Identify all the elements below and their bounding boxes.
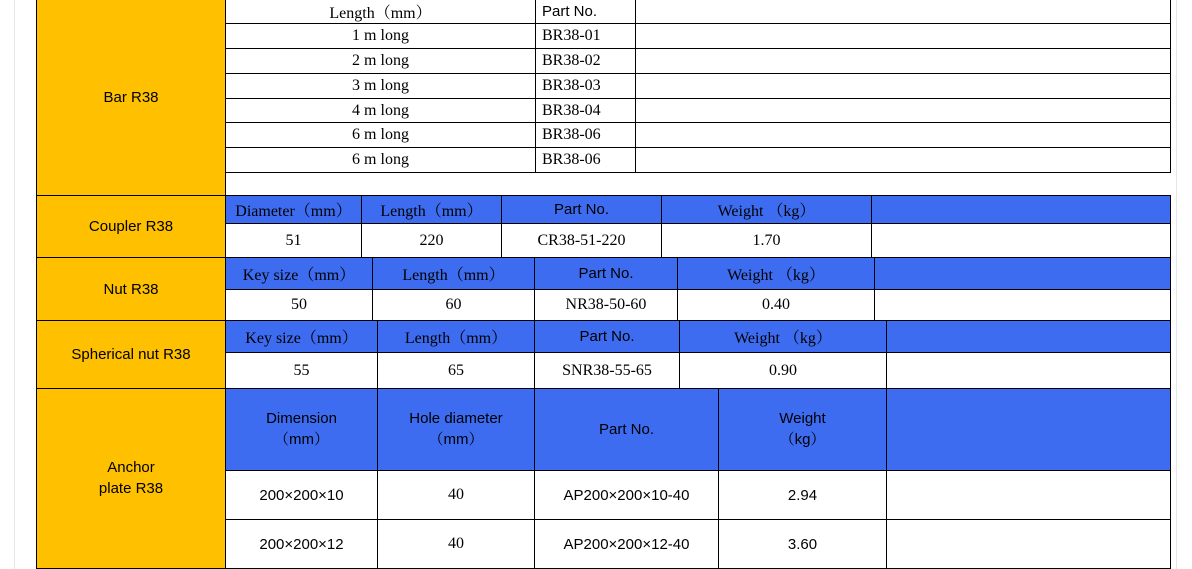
bar-empty-1 <box>635 23 1171 49</box>
category-anchor-plate <box>36 388 226 569</box>
nut-weight: 0.40 <box>677 289 875 321</box>
category-nut: Nut R38 <box>36 257 226 321</box>
spherical-nut-length: 65 <box>377 352 535 389</box>
coupler-header-empty <box>871 195 1171 224</box>
bar-length-5: 6 m long <box>225 122 536 148</box>
anchor-plate-header-weight-line2: （kg） <box>779 430 826 448</box>
coupler-part-no: CR38-51-220 <box>501 223 662 258</box>
spherical-nut-empty <box>886 352 1171 389</box>
anchor-plate-label-line2: plate R38 <box>98 479 164 497</box>
anchor-plate-header-weight <box>718 388 887 471</box>
anchor-plate-hole-1: 40 <box>377 470 535 520</box>
anchor-plate-part-no-2: AP200×200×12-40 <box>534 519 719 569</box>
coupler-diameter: 51 <box>225 223 362 258</box>
spherical-nut-header-part-no: Part No. <box>534 320 680 353</box>
spherical-nut-key-size: 55 <box>225 352 378 389</box>
anchor-plate-header-hole-line2: （mm） <box>428 430 484 448</box>
category-spherical-nut: Spherical nut R38 <box>36 320 226 389</box>
coupler-header-part-no: Part No. <box>501 195 662 224</box>
anchor-plate-header-hole-line1: Hole diameter <box>409 410 503 428</box>
anchor-plate-hole-2: 40 <box>377 519 535 569</box>
coupler-empty <box>871 223 1171 258</box>
category-bar: Bar R38 <box>36 0 226 196</box>
coupler-header-diameter: Diameter（mm） <box>225 195 362 224</box>
anchor-plate-label-line1: Anchor <box>107 459 155 477</box>
anchor-plate-dimension-2: 200×200×12 <box>225 519 378 569</box>
anchor-plate-header-dimension <box>225 388 378 471</box>
anchor-plate-weight-1: 2.94 <box>718 470 887 520</box>
bar-empty-4 <box>635 98 1171 123</box>
spherical-nut-header-key-size: Key size（mm） <box>225 320 378 353</box>
coupler-header-length: Length（mm） <box>361 195 502 224</box>
spherical-nut-header-empty <box>886 320 1171 353</box>
nut-header-weight: Weight （kg） <box>677 257 875 290</box>
bar-empty-6 <box>635 147 1171 173</box>
nut-header-empty <box>874 257 1171 290</box>
page-edge-right <box>1176 0 1177 569</box>
anchor-plate-header-dimension-line1: Dimension <box>266 410 337 428</box>
bar-length-6: 6 m long <box>225 147 536 173</box>
anchor-plate-header-weight-line1: Weight <box>779 410 826 428</box>
bar-part-1: BR38-01 <box>535 23 636 49</box>
bar-part-4: BR38-04 <box>535 98 636 123</box>
spec-table <box>36 0 1171 569</box>
bar-empty-5 <box>635 122 1171 148</box>
anchor-plate-weight-2: 3.60 <box>718 519 887 569</box>
anchor-plate-empty-2 <box>886 519 1171 569</box>
nut-key-size: 50 <box>225 289 373 321</box>
nut-part-no: NR38-50-60 <box>534 289 678 321</box>
bar-empty-2 <box>635 48 1171 74</box>
bar-part-2: BR38-02 <box>535 48 636 74</box>
anchor-plate-header-part-no: Part No. <box>534 388 719 471</box>
bar-header-length: Length（mm） <box>225 0 536 24</box>
coupler-weight: 1.70 <box>661 223 872 258</box>
bar-part-5: BR38-06 <box>535 122 636 148</box>
nut-header-length: Length（mm） <box>372 257 535 290</box>
category-coupler: Coupler R38 <box>36 195 226 258</box>
bar-length-1: 1 m long <box>225 23 536 49</box>
nut-length: 60 <box>372 289 535 321</box>
spherical-nut-header-length: Length（mm） <box>377 320 535 353</box>
bar-length-3: 3 m long <box>225 73 536 99</box>
anchor-plate-header-hole-diameter <box>377 388 535 471</box>
coupler-header-weight: Weight （kg） <box>661 195 872 224</box>
bar-part-3: BR38-03 <box>535 73 636 99</box>
anchor-plate-header-empty <box>886 388 1171 471</box>
bar-length-2: 2 m long <box>225 48 536 74</box>
bar-part-6: BR38-06 <box>535 147 636 173</box>
coupler-length: 220 <box>361 223 502 258</box>
bar-header-empty <box>635 0 1171 24</box>
anchor-plate-part-no-1: AP200×200×10-40 <box>534 470 719 520</box>
spherical-nut-part-no: SNR38-55-65 <box>534 352 680 389</box>
bar-length-4: 4 m long <box>225 98 536 123</box>
spherical-nut-header-weight: Weight （kg） <box>679 320 887 353</box>
anchor-plate-dimension-1: 200×200×10 <box>225 470 378 520</box>
bar-header-part-no: Part No. <box>535 0 636 24</box>
nut-header-part-no: Part No. <box>534 257 678 290</box>
page-edge-left <box>14 0 15 569</box>
nut-header-key-size: Key size（mm） <box>225 257 373 290</box>
spherical-nut-weight: 0.90 <box>679 352 887 389</box>
anchor-plate-header-dimension-line2: （mm） <box>274 430 329 448</box>
anchor-plate-empty-1 <box>886 470 1171 520</box>
nut-empty <box>874 289 1171 321</box>
bar-empty-3 <box>635 73 1171 99</box>
